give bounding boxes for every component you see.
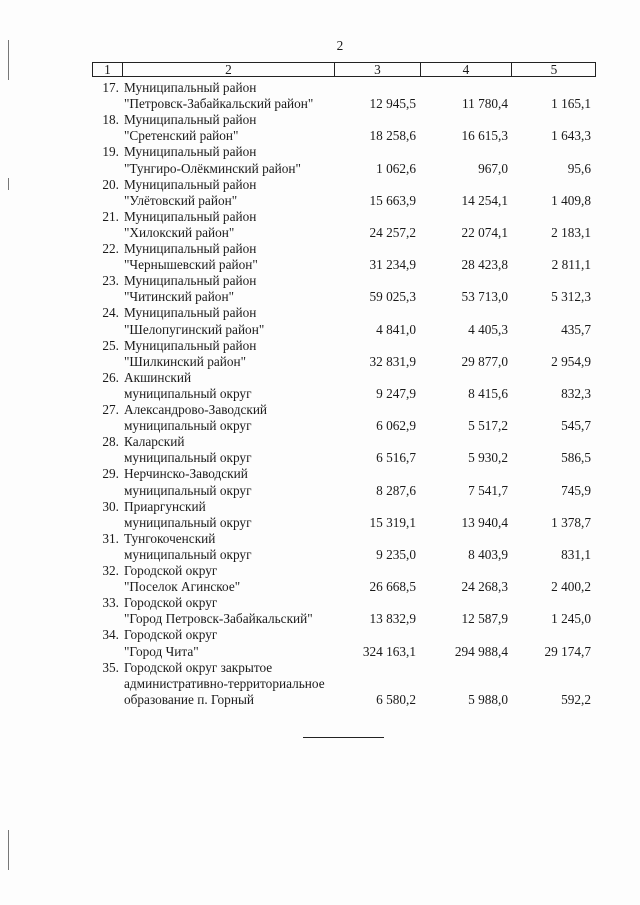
cell-col-4: 11 780,4	[461, 96, 508, 112]
row-line	[0, 660, 640, 676]
cell-col-3: 6 580,2	[376, 691, 416, 707]
row-line	[0, 450, 640, 466]
row-name-line: "Шилкинский район"	[124, 353, 247, 369]
cell-col-4: 5 930,2	[468, 450, 508, 466]
row-name-line: "Хилокский район"	[124, 224, 235, 240]
row-line	[0, 322, 640, 338]
cell-col-5: 1 165,1	[551, 96, 591, 112]
row-line	[0, 595, 640, 611]
cell-col-3: 9 247,9	[376, 385, 416, 401]
cell-col-3: 24 257,2	[369, 224, 416, 240]
row-number: 18.	[102, 112, 119, 128]
row-number: 27.	[102, 402, 119, 417]
row-name-line: Нерчинско-Заводский	[124, 466, 248, 482]
header-col-5: 5	[550, 62, 558, 77]
row-line	[0, 402, 640, 418]
row-name-line: Приаргунский	[124, 498, 206, 514]
cell-col-4: 8 415,6	[468, 385, 508, 401]
cell-col-3: 18 258,6	[369, 128, 416, 144]
cell-col-3: 26 668,5	[369, 579, 416, 595]
row-name-line: муниципальный округ	[124, 385, 252, 401]
header-col-4: 4	[421, 63, 512, 76]
row-name-line: "Шелопугинский район"	[124, 321, 265, 337]
cell-col-4: 14 254,1	[461, 192, 508, 208]
row-name-line: Муниципальный район	[124, 241, 257, 256]
cell-col-5: 745,9	[561, 482, 591, 498]
cell-col-4: 12 587,9	[461, 611, 508, 627]
row-name-line: Городской округ	[124, 595, 218, 611]
cell-col-5: 586,5	[561, 450, 591, 466]
cell-col-3: 6 516,7	[376, 450, 416, 466]
cell-col-4: 28 423,8	[461, 257, 508, 273]
row-name-line: Муниципальный район	[124, 176, 257, 192]
row-line	[0, 177, 640, 193]
row-name-line: Муниципальный район	[124, 112, 257, 128]
cell-col-5: 545,7	[561, 418, 591, 434]
row-number: 32.	[102, 563, 119, 578]
row-name-line: муниципальный округ	[124, 546, 252, 562]
row-number: 34.	[102, 627, 119, 643]
row-line	[0, 112, 640, 128]
cell-col-5: 1 245,0	[551, 611, 591, 627]
row-line	[0, 161, 640, 177]
cell-col-4: 5 517,2	[468, 418, 508, 434]
row-line	[0, 193, 640, 209]
row-line	[0, 273, 640, 289]
cell-col-5: 1 643,3	[551, 128, 591, 144]
row-name-line: Александрово-Заводский	[124, 402, 268, 417]
cell-col-3: 324 163,1	[362, 643, 416, 659]
cell-col-5: 2 954,9	[551, 353, 591, 369]
row-name-line: Акшинский	[124, 369, 192, 385]
row-line	[0, 338, 640, 354]
row-line	[0, 209, 640, 225]
row-number: 20.	[102, 176, 119, 192]
header-col-2: 2	[123, 63, 335, 76]
row-name-line: "Город Чита"	[124, 643, 199, 659]
row-name-line: Муниципальный район	[124, 144, 257, 160]
row-name-line: муниципальный округ	[124, 418, 252, 434]
cell-col-3: 1 062,6	[376, 160, 416, 176]
row-number: 30.	[102, 498, 119, 514]
row-name-line: Городской округ	[124, 563, 218, 578]
row-name-line: муниципальный округ	[124, 514, 252, 530]
cell-col-3: 59 025,3	[369, 289, 416, 305]
cell-col-5: 2 183,1	[551, 224, 591, 240]
row-line	[0, 692, 640, 708]
cell-col-4: 24 268,3	[461, 579, 508, 595]
row-number: 31.	[102, 530, 119, 546]
row-line	[0, 289, 640, 305]
row-number: 29.	[102, 466, 119, 482]
row-number: 19.	[102, 144, 119, 160]
row-line	[0, 483, 640, 499]
cell-col-4: 53 713,0	[461, 289, 508, 305]
row-name-line: Муниципальный район	[124, 208, 257, 224]
cell-col-3: 12 945,5	[369, 96, 416, 112]
row-name-line: Городской округ закрытое	[124, 659, 273, 675]
scan-artifact	[8, 40, 9, 80]
row-line	[0, 627, 640, 643]
row-name-line: Муниципальный район	[124, 305, 257, 321]
scan-artifact	[8, 830, 9, 870]
row-line	[0, 563, 640, 579]
row-name-line: "Город Петровск-Забайкальский"	[124, 611, 313, 627]
cell-col-5: 831,1	[561, 546, 591, 562]
cell-col-5: 2 400,2	[551, 579, 591, 595]
row-name-line: муниципальный округ	[124, 450, 252, 466]
row-name-line: Муниципальный район	[124, 273, 257, 289]
row-name-line: "Поселок Агинское"	[124, 579, 241, 595]
row-line	[0, 418, 640, 434]
row-number: 35.	[102, 659, 119, 675]
cell-col-5: 2 811,1	[551, 257, 591, 273]
row-line	[0, 515, 640, 531]
row-line	[0, 257, 640, 273]
cell-col-4: 967,0	[478, 160, 508, 176]
cell-col-5: 1 378,7	[551, 514, 591, 530]
row-number: 28.	[102, 434, 119, 450]
scan-artifact	[8, 178, 9, 190]
row-name-line: муниципальный округ	[124, 482, 252, 498]
row-name-line: "Чернышевский район"	[124, 257, 258, 273]
row-name-line: Каларский	[124, 434, 185, 450]
row-line	[0, 644, 640, 660]
row-line	[0, 96, 640, 112]
row-name-line: "Улётовский район"	[124, 192, 238, 208]
page-number: 2	[336, 38, 344, 53]
row-line	[0, 531, 640, 547]
row-name-line: "Сретенский район"	[124, 128, 239, 144]
cell-col-3: 8 287,6	[376, 482, 416, 498]
end-of-table-rule	[303, 737, 384, 738]
row-number: 23.	[102, 273, 119, 289]
row-number: 25.	[102, 337, 119, 353]
row-number: 22.	[102, 241, 119, 256]
cell-col-4: 5 988,0	[468, 691, 508, 707]
cell-col-4: 13 940,4	[461, 514, 508, 530]
cell-col-5: 29 174,7	[544, 643, 591, 659]
row-name-line: образование п. Горный	[124, 691, 254, 707]
row-name-line: Муниципальный район	[124, 337, 257, 353]
row-line	[0, 225, 640, 241]
row-name-line: Муниципальный район	[124, 80, 257, 95]
row-line	[0, 386, 640, 402]
row-line	[0, 128, 640, 144]
cell-col-3: 32 831,9	[369, 353, 416, 369]
row-line	[0, 370, 640, 386]
row-name-line: "Петровск-Забайкальский район"	[124, 96, 314, 112]
row-line	[0, 499, 640, 515]
cell-col-4: 29 877,0	[461, 353, 508, 369]
cell-col-5: 832,3	[561, 385, 591, 401]
row-number: 21.	[102, 208, 119, 224]
table-header-row	[92, 62, 596, 77]
header-col-1: 1	[93, 63, 123, 76]
cell-col-4: 8 403,9	[468, 546, 508, 562]
cell-col-4: 16 615,3	[461, 128, 508, 144]
row-line	[0, 80, 640, 96]
row-line	[0, 434, 640, 450]
row-number: 24.	[102, 305, 119, 321]
row-line	[0, 579, 640, 595]
cell-col-4: 22 074,1	[461, 224, 508, 240]
row-name-line: "Читинский район"	[124, 289, 235, 305]
row-line	[0, 466, 640, 482]
cell-col-3: 15 663,9	[369, 192, 416, 208]
row-line	[0, 144, 640, 160]
cell-col-5: 5 312,3	[551, 289, 591, 305]
row-number: 17.	[102, 80, 119, 95]
row-line	[0, 547, 640, 563]
row-line	[0, 611, 640, 627]
row-name-line: административно-территориальное	[124, 675, 325, 691]
cell-col-5: 1 409,8	[551, 192, 591, 208]
row-line	[0, 676, 640, 692]
cell-col-3: 31 234,9	[369, 257, 416, 273]
cell-col-3: 13 832,9	[369, 611, 416, 627]
header-col-3: 3	[335, 63, 421, 76]
cell-col-3: 6 062,9	[376, 418, 416, 434]
cell-col-3: 4 841,0	[376, 321, 416, 337]
cell-col-5: 95,6	[567, 160, 591, 176]
cell-col-4: 4 405,3	[468, 321, 508, 337]
cell-col-3: 9 235,0	[376, 546, 416, 562]
row-line	[0, 241, 640, 257]
row-name-line: Тунгокоченский	[124, 530, 216, 546]
row-number: 26.	[102, 369, 119, 385]
cell-col-4: 294 988,4	[454, 643, 508, 659]
row-number: 33.	[102, 595, 119, 611]
cell-col-3: 15 319,1	[369, 514, 416, 530]
row-name-line: Городской округ	[124, 627, 218, 643]
row-line	[0, 305, 640, 321]
cell-col-5: 592,2	[561, 691, 591, 707]
cell-col-4: 7 541,7	[468, 482, 508, 498]
row-line	[0, 354, 640, 370]
row-name-line: "Тунгиро-Олёкминский район"	[124, 160, 301, 176]
cell-col-5: 435,7	[561, 321, 591, 337]
